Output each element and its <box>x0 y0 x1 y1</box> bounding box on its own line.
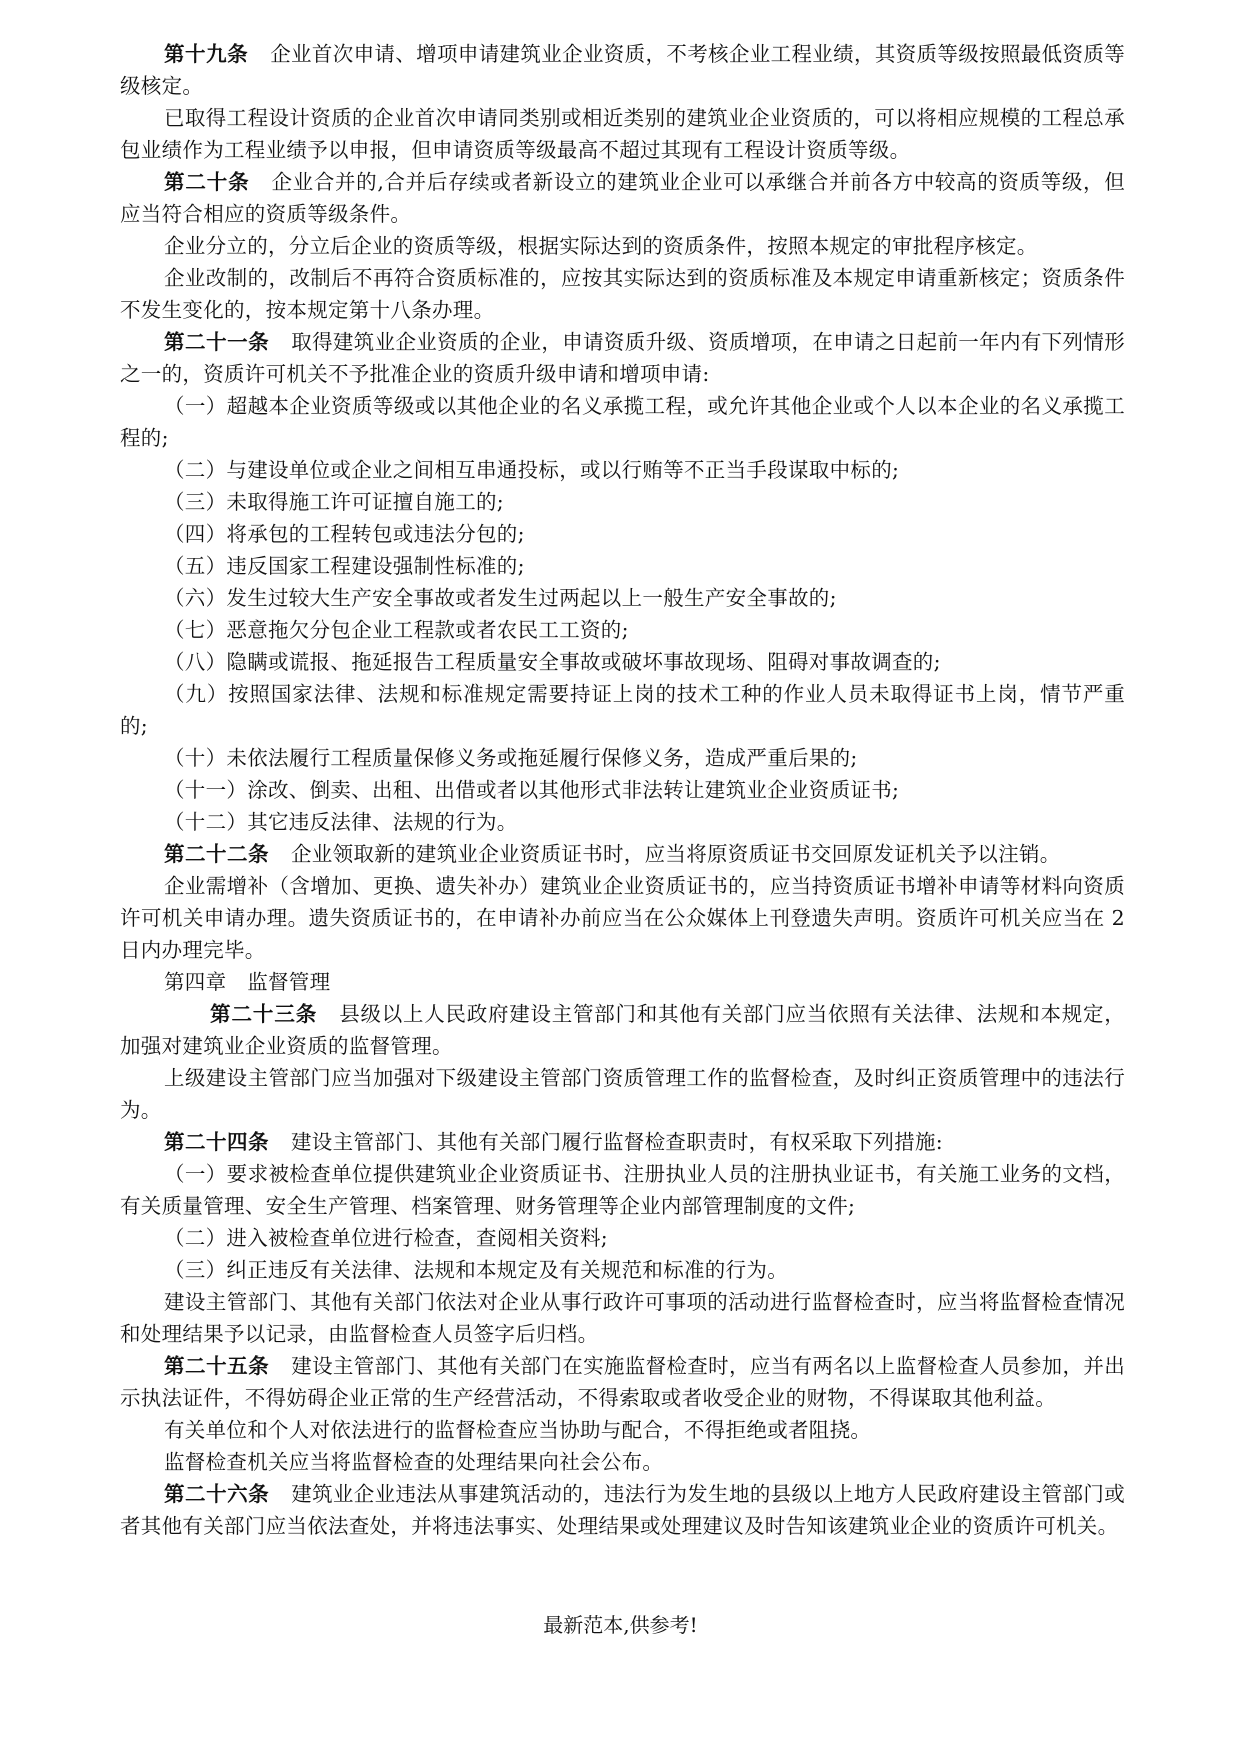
article-21-item: （十二）其它违反法律、法规的行为。 <box>164 810 518 834</box>
article-25-label: 第二十五条 <box>164 1354 270 1378</box>
article-25-text: 建设主管部门、其他有关部门在实施监督检查时，应当有两名以上监督检查人员参加，并出示执法证件，不得妨碍企业正常的生产经营活动，不得索取或者收受企业的财物，不得谋取其他利益。 <box>120 1354 1126 1410</box>
article-22 <box>120 838 1125 870</box>
article-20-text: 企业合并的,合并后存续或者新设立的建筑业企业可以承继合并前各方中较高的资质等级，但应当符合相应的资质等级条件。 <box>120 170 1125 226</box>
article-21-item: （二）与建设单位或企业之间相互串通投标，或以行贿等不正当手段谋取中标的; <box>164 458 900 482</box>
document-body <box>120 38 1125 1542</box>
article-20 <box>120 166 1125 230</box>
article-21-item: （八）隐瞒或谎报、拖延报告工程质量安全事故或破坏事故现场、阻碍对事故调查的; <box>164 650 941 674</box>
article-21-item: （十一）涂改、倒卖、出租、出借或者以其他形式非法转让建筑业企业资质证书; <box>164 778 900 802</box>
article-21-item: （五）违反国家工程建设强制性标准的; <box>164 554 525 578</box>
article-21-item: （四）将承包的工程转包或违法分包的; <box>164 522 525 546</box>
page-footer: 最新范本,供参考! <box>543 1613 698 1637</box>
article-26-label: 第二十六条 <box>164 1482 270 1506</box>
article-21-item: （三）未取得施工许可证擅自施工的; <box>164 490 505 514</box>
article-24-item: （三）纠正违反有关法律、法规和本规定及有关规范和标准的行为。 <box>164 1258 788 1282</box>
article-21 <box>120 326 1125 390</box>
article-24-text: 建设主管部门、其他有关部门履行监督检查职责时，有权采取下列措施: <box>291 1130 944 1154</box>
article-19-label: 第十九条 <box>164 42 249 66</box>
article-21-label: 第二十一条 <box>164 330 270 354</box>
article-20-label: 第二十条 <box>164 170 250 194</box>
article-19-text: 企业首次申请、增项申请建筑业企业资质，不考核企业工程业绩，其资质等级按照最低资质等级核定。 <box>120 42 1125 98</box>
article-25 <box>120 1350 1125 1414</box>
article-21-item: （九）按照国家法律、法规和标准规定需要持证上岗的技术工种的作业人员未取得证书上岗，情节严重的; <box>120 682 1125 738</box>
article-20-paragraph-3: 企业改制的，改制后不再符合资质标准的，应按其实际达到的资质标准及本规定申请重新核定；资质条件不发生变化的，按本规定第十八条办理。 <box>120 266 1125 322</box>
article-21-text: 取得建筑业企业资质的企业，申请资质升级、资质增项，在申请之日起前一年内有下列情形之一的，资质许可机关不予批准企业的资质升级申请和增项申请: <box>120 330 1126 386</box>
article-22-paragraph-2: 企业需增补（含增加、更换、遗失补办）建筑业企业资质证书的，应当持资质证书增补申请等材料向资质许可机关申请办理。遗失资质证书的，在申请补办前应当在公众媒体上刊登遗失声明。资质许可机关应当在 2 日内办理完毕。 <box>120 874 1125 962</box>
article-22-text: 企业领取新的建筑业企业资质证书时，应当将原资质证书交回原发证机关予以注销。 <box>291 842 1061 866</box>
article-21-item: （七）恶意拖欠分包企业工程款或者农民工工资的; <box>164 618 629 642</box>
article-19 <box>120 38 1125 102</box>
article-22-label: 第二十二条 <box>164 842 269 866</box>
article-23 <box>120 998 1125 1062</box>
article-24 <box>120 1126 1125 1158</box>
article-21-item: （十）未依法履行工程质量保修义务或拖延履行保修义务，造成严重后果的; <box>164 746 858 770</box>
article-24-label: 第二十四条 <box>164 1130 269 1154</box>
article-26-text: 建筑业企业违法从事建筑活动的，违法行为发生地的县级以上地方人民政府建设主管部门或者其他有关部门应当依法查处，并将违法事实、处理结果或处理建议及时告知该建筑业企业的资质许可机关。 <box>120 1482 1126 1538</box>
article-24-paragraph-2: 建设主管部门、其他有关部门依法对企业从事行政许可事项的活动进行监督检查时，应当将监督检查情况和处理结果予以记录，由监督检查人员签字后归档。 <box>120 1290 1125 1346</box>
article-24-item: （二）进入被检查单位进行检查，查阅相关资料; <box>164 1226 609 1250</box>
chapter-heading: 第四章 监督管理 <box>164 970 331 994</box>
article-23-paragraph-2: 上级建设主管部门应当加强对下级建设主管部门资质管理工作的监督检查，及时纠正资质管理中的违法行为。 <box>120 1066 1125 1122</box>
article-26 <box>120 1478 1125 1542</box>
article-23-label: 第二十三条 <box>210 1002 318 1026</box>
article-21-item: （一）超越本企业资质等级或以其他企业的名义承揽工程，或允许其他企业或个人以本企业的名义承揽工程的; <box>120 394 1125 450</box>
article-25-paragraph-2: 有关单位和个人对依法进行的监督检查应当协助与配合，不得拒绝或者阻挠。 <box>164 1418 872 1442</box>
article-24-item: （一）要求被检查单位提供建筑业企业资质证书、注册执业人员的注册执业证书，有关施工业务的文档，有关质量管理、安全生产管理、档案管理、财务管理等企业内部管理制度的文件; <box>120 1162 1125 1218</box>
article-19-paragraph-2: 已取得工程设计资质的企业首次申请同类别或相近类别的建筑业企业资质的，可以将相应规模的工程总承包业绩作为工程业绩予以申报，但申请资质等级最高不超过其现有工程设计资质等级。 <box>120 106 1125 162</box>
article-25-paragraph-3: 监督检查机关应当将监督检查的处理结果向社会公布。 <box>164 1450 664 1474</box>
article-23-text: 县级以上人民政府建设主管部门和其他有关部门应当依照有关法律、法规和本规定，加强对建筑业企业资质的监督管理。 <box>120 1002 1125 1058</box>
article-21-item: （六）发生过较大生产安全事故或者发生过两起以上一般生产安全事故的; <box>164 586 837 610</box>
article-20-paragraph-2: 企业分立的，分立后企业的资质等级，根据实际达到的资质条件，按照本规定的审批程序核定。 <box>164 234 1038 258</box>
